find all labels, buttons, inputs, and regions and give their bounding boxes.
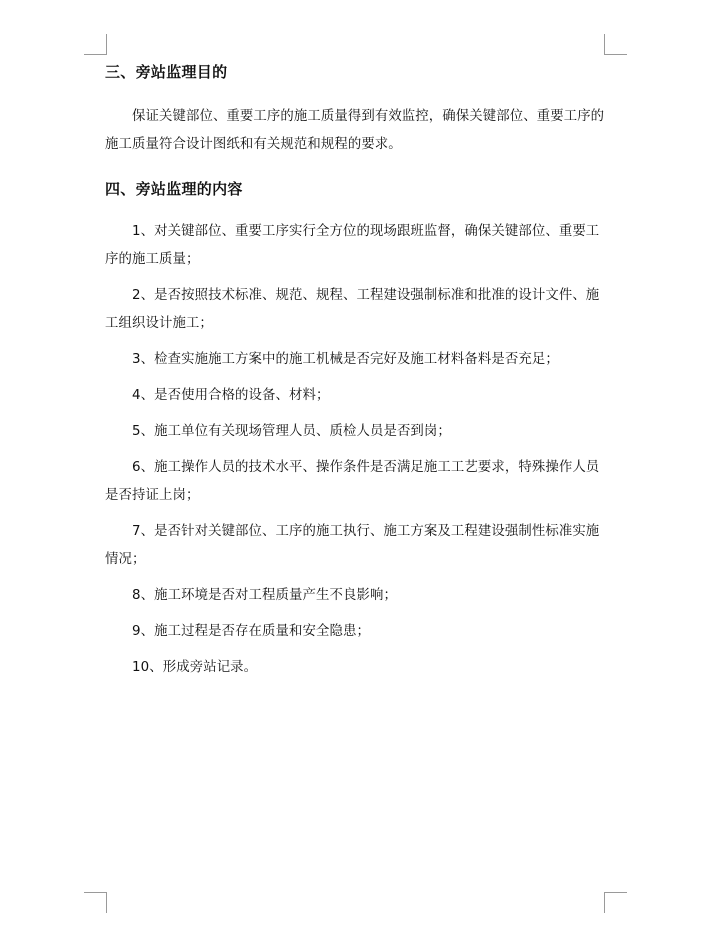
list-item: 7、是否针对关键部位、工序的施工执行、施工方案及工程建设强制性标准实施情况； <box>105 524 600 567</box>
section-heading-purpose: 三、旁站监理目的 <box>105 63 228 81</box>
document-body[interactable] <box>105 60 607 690</box>
page-corner-mark-top-right <box>604 34 627 55</box>
list-item: 5、施工单位有关现场管理人员、质检人员是否到岗； <box>132 424 451 439</box>
list-item: 10、形成旁站记录。 <box>132 660 258 675</box>
page-corner-mark-top-left <box>84 34 107 55</box>
list-item: 1、对关键部位、重要工序实行全方位的现场跟班监督，确保关键部位、重要工序的施工质量； <box>105 224 600 267</box>
list-item: 4、是否使用合格的设备、材料； <box>132 388 330 403</box>
list-item: 2、是否按照技术标准、规范、规程、工程建设强制标准和批准的设计文件、施工组织设计施工； <box>105 288 600 331</box>
content-list <box>105 218 607 682</box>
list-item: 3、检查实施施工方案中的施工机械是否完好及施工材料备料是否充足； <box>132 352 559 367</box>
list-item: 6、施工操作人员的技术水平、操作条件是否满足施工工艺要求，特殊操作人员是否持证上岗； <box>105 460 600 503</box>
page-corner-mark-bottom-left <box>84 892 107 913</box>
page-corner-mark-bottom-right <box>604 892 627 913</box>
paragraph-purpose: 保证关键部位、重要工序的施工质量得到有效监控，确保关键部位、重要工序的施工质量符合设计图纸和有关规范和规程的要求。 <box>105 109 605 152</box>
list-item: 8、施工环境是否对工程质量产生不良影响； <box>132 588 397 603</box>
section-heading-content: 四、旁站监理的内容 <box>105 180 243 198</box>
list-item: 9、施工过程是否存在质量和安全隐患； <box>132 624 370 639</box>
